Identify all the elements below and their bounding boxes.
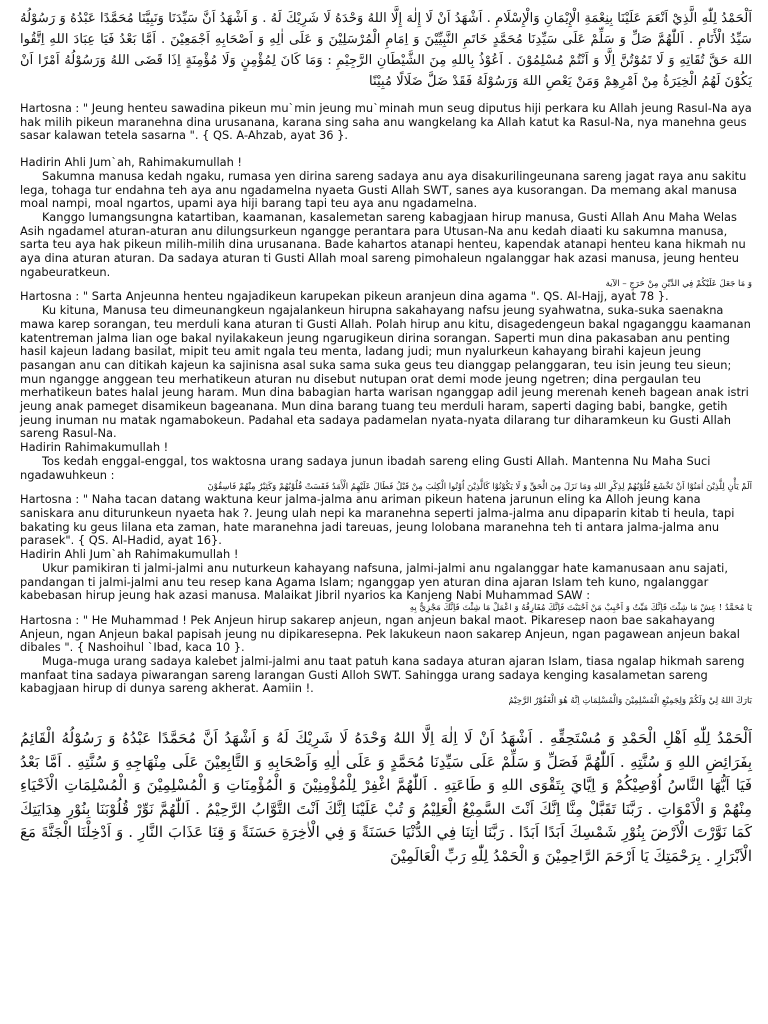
paragraph-creation: Sakumna manusa kedah ngaku, rumasa yen dirina sareng sadaya anu aya disakurilingeunana sareng jagat raya anu sakitu lega, tohaga tur endahna teh aya anu ngadamelna nyaeta Gusti Allah SWT, sanes aya kusorangan. Da memang akal manusa moal nampi, moal ngartos, upami aya hiji barang tapi teu aya anu ngadamelna. <box>20 168 747 211</box>
hartosna-hadid-16: Hartosna : " Naha tacan datang waktuna keur jalma-jalma anu ariman pikeun hatena jarunun eling ka Alloh jeung kana saniskara anu diturunkeun nyaeta hak ?. Jeung ulah nepi ka maranehna seperti jalma-jalma anu dipaparin kitab ti heula, tapi bakating ku geus lilana eta zaman, hate maranehna jadi tareuas, jeung lolobana maranehna teh ti antara jalma-jalma anu parasek". { QS. Al-Hadid, ayat 16}. <box>20 492 735 548</box>
hartosna-nashoihul-ibad: Hartosna : " He Muhammad ! Pek Anjeun hirup sakarep anjeun, ngan anjeun bakal maot. Pikaresep naon bae sakahayang Anjeun, ngan Anjeun bakal papisah jeung nu dipikaresepna. Pek lakukeun naon sakarep Anjeun, ngan pagawean anjeun bakal dibales ". { Nashoihul `Ibad, kaca 10 }. <box>20 612 740 655</box>
greeting-rahimakumullah: Hadirin Rahimakumullah ! <box>20 440 169 455</box>
paragraph-jibril: Ukur pamikiran ti jalmi-jalmi anu nuturkeun kahayang nafsuna, jalmi-jalmi anu ngalanggar hate kamanusaan anu sajati, pandangan ti jalmi-jalmi anu teu resep kana Agama Islam; nganggap yen aturan dina ajaran Islam teh kuno, ngalanggar kabebasan hirup jeung hak azasi manusa. Malaikat Jibril nyarios ka Kanjeng Nabi Muhammad SAW : <box>20 560 728 603</box>
greeting-ahli-jumah: Hadirin Ahli Jum`ah, Rahimakumullah ! <box>20 155 243 170</box>
hartosna-hajj-78: Hartosna : " Sarta Anjeunna henteu ngajadikeun karupekan pikeun aranjeun dina agama ". QS. Al-Hajj, ayat 78 }. <box>20 289 669 304</box>
greeting-ahli-jumah-2: Hadirin Ahli Jum`ah Rahimakumullah ! <box>20 547 239 562</box>
arabic-barakallah: بَارَكَ اللهُ لِيْ وَلَكُمْ وَلِجَمِيْعِ الْمُسْلِمِيْنَ وَالْمُسْلِمَاتِ اِنَّهُ هُوَ الْغَفُوْرُ الرَّحِيْمُ <box>508 696 752 707</box>
arabic-opening-khutbah: اَلْحَمْدُ لِلّٰهِ الَّذِيْ اَنْعَمَ عَلَيْنَا بِنِعْمَةِ الْإِيْمَانِ وَالْإِسْلَامِ . اَشْهَدُ اَنْ لَا إِلٰهَ إِلَّا اللهُ وَحْدَهُ لَا شَرِيْكَ لَهُ . وَ اَشْهَدُ اَنَّ سَيِّدَنَا وَنَبِيَّنَا مُحَمَّدًا عَبْدُهُ وَ رَسُوْلُهُ سَيِّدُ الْأَنَامِ . اَللّٰهُمَّ صَلِّ وَ سَلِّمْ عَلَى سَيِّدِنَا مُحَمَّدٍ خَاتَمِ النَّبِيِّيْنَ وَ اِمَامِ الْمُرْسَلِيْنَ وَ عَلَى اٰلِهِ وَ اَصْحَابِهِ اَجْمَعِيْنَ . اَمَّا بَعْدُ فَيَا عِبَادَ اللهِ اِتَّقُوا اللهَ حَقَّ تُقَاتِهِ وَ لَا تَمُوْتُنَّ اِلَّا وَ اَنْتُمْ مُسْلِمُوْنَ . اَعُوْذُ بِاللهِ مِنَ الشَّيْطَانِ الرَّجِيْمِ : وَمَا كَانَ لِمُؤْمِنٍ وَلَا مُؤْمِنَةٍ اِذَا قَضَى اللهُ وَرَسُوْلُهُ اَمْرًا اَنْ يَكُوْنَ لَهُمُ الْخِيَرَةُ مِنْ اَمْرِهِمْ وَمَنْ يَعْصِ اللهَ وَرَسُوْلَهُ فَقَدْ ضَلَّ ضَلَالًا مُبِيْنًا <box>20 11 752 89</box>
arabic-al-hadid-verse: اَلَمْ يَأْنِ لِلَّذِيْنَ اٰمَنُوْا اَنْ تَخْشَعَ قُلُوْبُهُمْ لِذِكْرِ اللهِ وَمَا نَزَلَ مِنَ الْحَقِّ وَ لَا يَكُوْنُوْا كَالَّذِيْنَ اُوْتُوا الْكِتٰبَ مِنْ قَبْلُ فَطَالَ عَلَيْهِمُ الْأَمَدُ فَقَسَتْ قُلُوْبُهُمْ وَكَثِيْرٌ مِنْهُمْ فَاسِقُوْنَ <box>207 482 752 493</box>
arabic-second-khutbah: اَلْحَمْدُ لِلّٰهِ اَهْلِ الْحَمْدِ وَ مُسْتَحِقِّهِ . اَشْهَدُ اَنْ لَا اِلٰهَ اِلَّا اللهُ وَحْدَهُ لَا شَرِيْكَ لَهُ وَ اَشْهَدُ اَنَّ مُحَمَّدًا عَبْدُهُ وَ رَسُوْلُهُ الْقَائِمُ بِفَرَائِضِ اللهِ وَ سُنَّتِهِ . اَللّٰهُمَّ فَصَلِّ وَ سَلِّمْ عَلَى سَيِّدِنَا مُحَمَّدٍ وَ عَلَى اٰلِهِ وَاَصْحَابِهِ وَ التَّابِعِيْنَ عَلَى مِنْهَاجِهِ وَ سُنَّتِهِ . اَمَّا بَعْدُ فَيَا اَيُّهَا النَّاسُ اُوْصِيْكُمْ وَ اِيَّايَ بِتَقْوَى اللهِ وَ طَاعَتِهِ . اَللّٰهُمَّ اغْفِرْ لِلْمُؤْمِنِيْنَ وَ الْمُؤْمِنَاتِ وَ الْمُسْلِمِيْنَ وَ الْمُسْلِمَاتِ الْاَحْيَاءِ مِنْهُمْ وَ الْاَمْوَاتِ . رَبَّنَا تَقَبَّلْ مِنَّا اِنَّكَ اَنْتَ السَّمِيْعُ الْعَلِيْمُ وَ تُبْ عَلَيْنَا اِنَّكَ اَنْتَ التَّوَّابُ الرَّحِيْمُ . اَللّٰهُمَّ نَوِّرْ قُلُوْبَنَا بِنُوْرِ هِدَايَتِكَ كَمَا نَوَّرْتَ الْاَرْضَ بِنُوْرِ شَمْسِكَ اَبَدًا اَبَدًا . رَبَّنَا اٰتِنَا فِي الدُّنْيَا حَسَنَةً وَ فِي الْاٰخِرَةِ حَسَنَةً وَ قِنَا عَذَابَ النَّارِ . وَ اَدْخِلْنَا الْجَنَّةَ مَعَ الْاَبْرَارِ . بِرَحْمَتِكَ يَا اَرْحَمَ الرَّاحِمِيْنَ وَ الْحَمْدُ لِلّٰهِ رَبِّ الْعَالَمِيْنَ <box>20 729 752 865</box>
arabic-hadith-jibril: يَا مُحَمَّدُ ! عِشْ مَا شِئْتَ فَاِنَّكَ مَيِّتٌ وَ اَحْبِبْ مَنْ اَحْبَبْتَ فَاِنَّكَ مُفَارِقُهُ وَ اعْمَلْ مَا شِئْتَ فَاِنَّكَ مَجْزِيٌّ بِهِ <box>409 602 752 613</box>
paragraph-worship: Tos kedah enggal-enggal, tos waktosna urang sadaya junun ibadah sareng eling Gusti Allah. Mantenna Nu Maha Suci ngadawuhkeun : <box>20 453 711 482</box>
paragraph-consequences: Ku kituna, Manusa teu dimeunangkeun ngajalankeun hirupna sakahayang nafsu jeung syahwatna, suka-suka saenakna mawa karep sorangan, teu merduli kana aturan ti Gusti Allah. Polah hirup anu kitu, disagedengeun bakal ngaganggu kaamanan katentreman jalma lian oge bakal nyilakakeun jeung ngarugikeun dirina sorangan. Saperti mun dina pakasaban anu penting hasil kajeun ladang basilat, mipit teu amit ngala teu menta, ladang judi; mun nyalurkeun kahayang birahi kajeun jeung pasangan anu can ditikah kajeun ka sajinisna asal suka sama suka geus teu dianggap pelanggaran, teu isin jeung teu sieun; mun ngangge anggean teu merhatikeun aturan nu disebut nutupan orat demi mode jeung ngetren; dina pergaulan teu merhatikeun bates halal jeung haram. Mun dina babagian harta warisan nganggap adil jeung merenah keneh bagean anak istri jeung anak pameget disamikeun bageanana. Mun dina barang tuang teu merduli haram, saperti daging babi, bangke, getih jeung inuman nu matak ngamabokeun. Padahal eta sadaya padamelan nyata-nyata dilarang tur diharamkeun ku Gusti Allah sareng Rasul-Na. <box>20 303 751 441</box>
paragraph-closing-prayer: Muga-muga urang sadaya kalebet jalmi-jalmi anu taat patuh kana sadaya aturan ajaran Islam, tiasa ngalap hikmah sareng manfaat tina sadaya piwarangan sareng larangan Gusti Alloh SWT. Sahingga urang sadaya kenging kasalametan sareng kabagjaan hirup di dunya sareng akherat. Aamiin !. <box>20 654 745 696</box>
arabic-al-hajj-verse: وَ مَا جَعَلَ عَلَيْكُمْ فِي الدِّيْنِ مِنْ حَرَجٍ – الآية <box>605 279 752 290</box>
paragraph-rules: Kanggo lumangsungna katartiban, kaamanan, kasalemetan sareng kabagjaan hirup manusa, Gusti Allah Anu Maha Welas Asih ngadamel aturan-aturan anu dilungsurkeun ngangge perantara para Utusan-Na anu kedah diaati ku sakumna manusa, sarta teu aya hak pikeun milih-milih dina urusanana. Bade kahartos atanapi henteu, kapendak atanapi henteu kana hikmah nu aya dina aturan aturan. Da sadaya aturan ti Gusti Allah moal sareng pimohaleun ngalanggar hak azasi manusa, jeung henteu ngabeuratkeun. <box>20 209 746 279</box>
hartosna-ahzab-36: Hartosna : " Jeung henteu sawadina pikeun mu`min jeung mu`minah mun seug diputus hiji perkara ku Allah jeung Rasul-Na aya hak milih pikeun maranehna dina urusanana, karana sing saha anu wangkelang ka Allah katut ka Rasul-Na, nya manehna geus sasar kalawan tetela sasarna ". { QS. A-Ahzab, ayat 36 }. <box>20 101 752 143</box>
